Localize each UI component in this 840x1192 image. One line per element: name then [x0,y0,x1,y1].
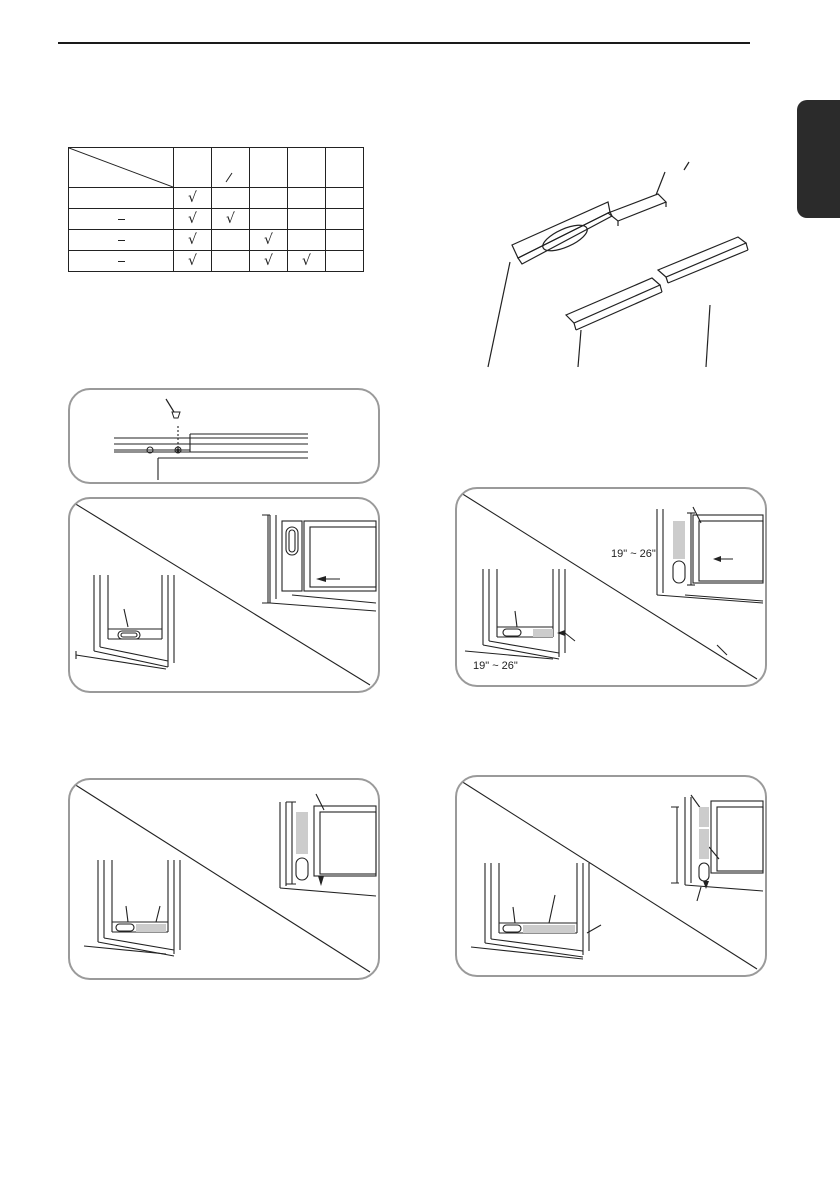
empty-cell [250,188,288,209]
empty-cell [288,209,326,230]
table-header-row [69,148,364,188]
empty-cell [212,251,250,272]
table-header-cell [288,148,326,188]
install-panel-two-extensions [68,778,380,980]
check-cell: √ [212,209,250,230]
dash-mark [118,261,125,262]
install-panel-three-extensions [455,775,767,977]
dash-mark [118,240,125,241]
row-label [69,251,174,272]
table-header-cell [250,148,288,188]
window-panel-parts-illustration [470,150,770,375]
header-rule [58,42,750,44]
horizontal-range-label: 19" ~ 26" [473,660,518,672]
empty-cell [326,251,364,272]
empty-cell [212,188,250,209]
row-label [69,209,174,230]
small-extension-part [608,194,666,221]
empty-cell [288,230,326,251]
extension-part-b [658,237,746,277]
table-row [69,209,364,230]
table-row [69,188,364,209]
language-tab[interactable] [797,100,840,218]
row-label [69,188,174,209]
install-panel-minimum [68,497,380,693]
check-cell: √ [174,188,212,209]
empty-cell [326,230,364,251]
table-row [69,230,364,251]
table-header-cell [212,148,250,188]
table-corner-cell [69,148,174,188]
empty-cell [288,188,326,209]
check-cell: √ [174,251,212,272]
extension-part-a [566,278,660,323]
empty-cell [212,230,250,251]
dash-mark [118,219,125,220]
check-cell: √ [288,251,326,272]
check-cell: √ [174,209,212,230]
empty-cell [326,188,364,209]
check-cell: √ [250,251,288,272]
table-row [69,251,364,272]
table-header-cell [326,148,364,188]
screw-detail-panel [68,388,380,484]
vertical-range-label: 19" ~ 26" [611,548,656,560]
check-cell: √ [250,230,288,251]
panel-compatibility-table [68,147,364,272]
check-cell: √ [174,230,212,251]
diagonal-divider [69,148,173,187]
table-header-cell [174,148,212,188]
empty-cell [326,209,364,230]
row-label [69,230,174,251]
install-panel-one-extension [455,487,767,687]
screw-icon [166,399,180,418]
empty-cell [250,209,288,230]
